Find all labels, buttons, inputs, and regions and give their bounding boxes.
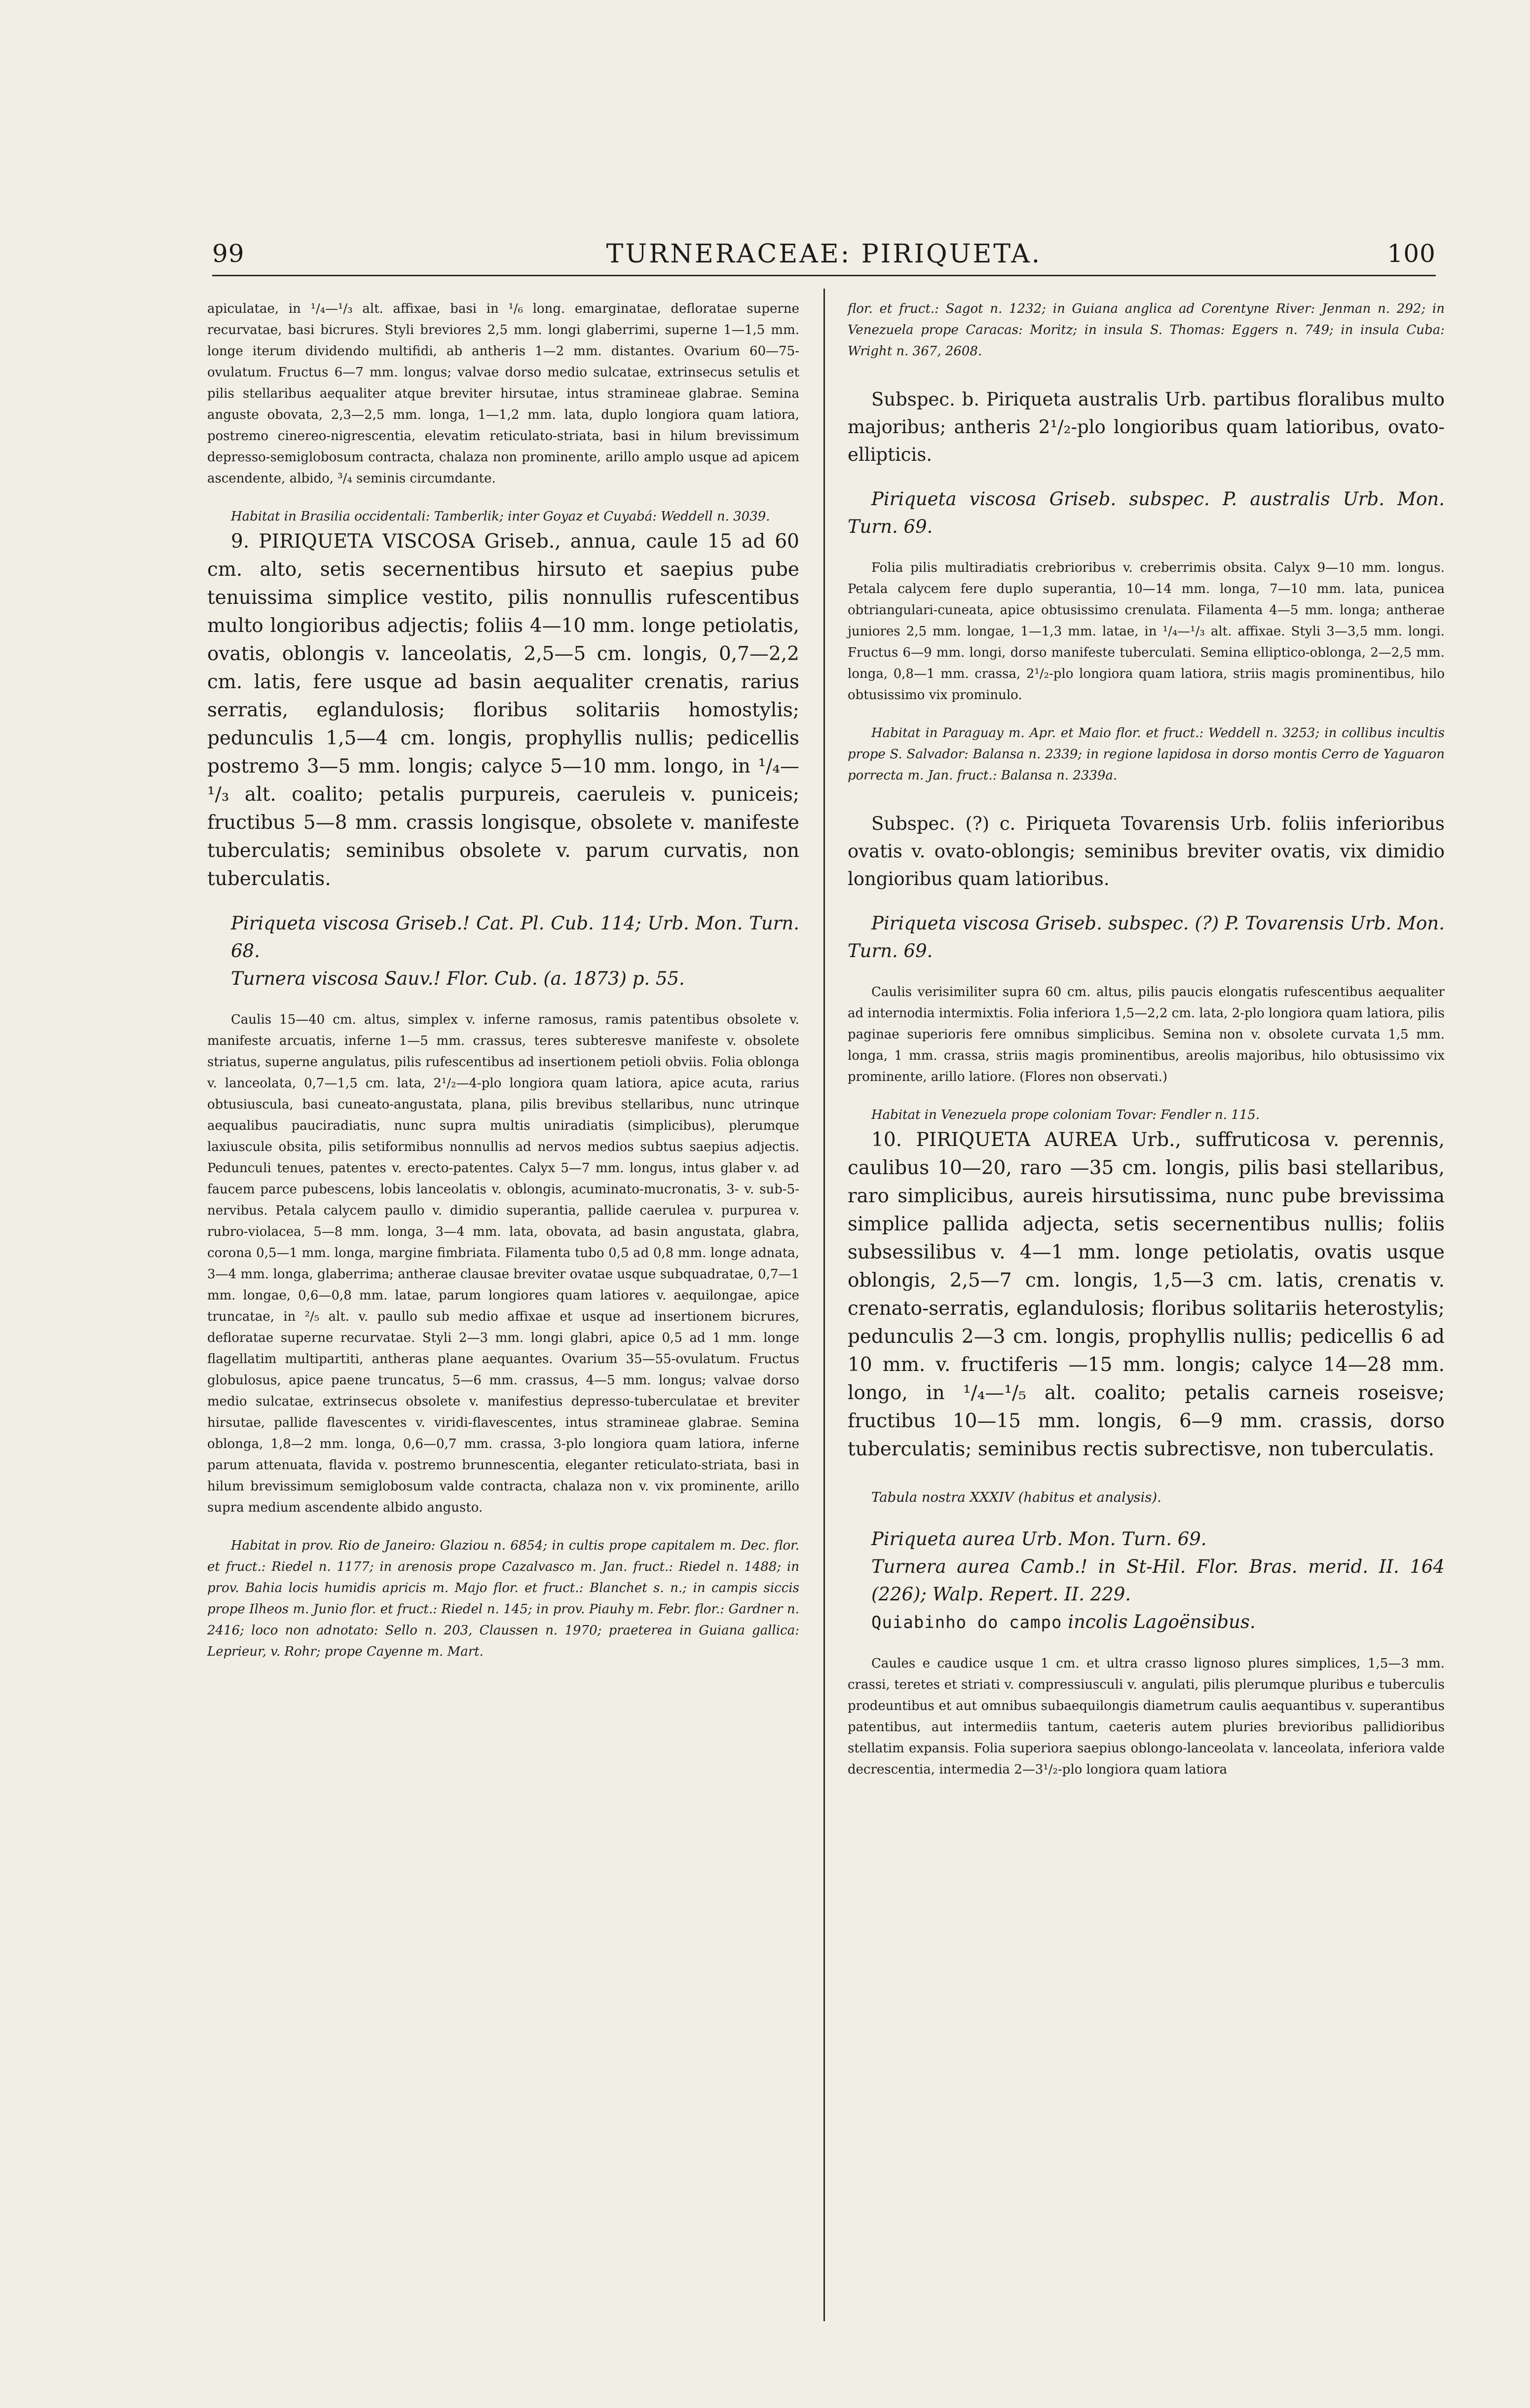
continued-description: apiculatae, in ¹/₄—¹/₃ alt. affixae, basi in ¹/₆ long. emarginatae, defloratae superne recurvatae, basi bicrures. Styli breviores 2,5 mm. longi glaberrimi, superne 1—1,5 mm. longe iterum dividendo multifidi, ab antheris 1—2 mm. distantes. Ovarium 60—75-ovulatum. Fructus 6—7 mm. longus; valvae dorso medio sulcatae, extrinsecus setulis et pilis stellaribus aequaliter atque breviter hirsutae, intus stramineae glabrae. Semina anguste obovata, 2,3—2,5 mm. longa, 1—1,2 mm. lata, duplo longiora quam latiora, postremo cinereo-nigrescentia, elevatim reticulato-striata, basi in hilum brevissimum depresso-semiglobosum contracta, chalaza non prominente, arillo amplo usque ad apicem ascendente, albido, ³/₄ seminis circumdante. xyxy=(207,301,799,486)
running-title: TURNERACEAE: PIRIQUETA. xyxy=(606,239,1042,269)
page-number-right: 100 xyxy=(1387,239,1436,268)
species-9-heading: 9. PIRIQUETA VISCOSA Griseb., annua, caule 15 ad 60 cm. alto, setis secernentibus hirsuto et saepius pube tenuissima simplice vestito, pilis nonnullis rufescentibus multo longioribus adjectis; foliis 4—10 mm. longe petiolatis, ovatis, oblongis v. lanceolatis, 2,5—5 cm. longis, 0,7—2,2 cm. latis, fere usque ad basin aequaliter crenatis, rarius serratis, eglandulosis; floribus solitariis homostylis; pedunculis 1,5—4 cm. longis, prophyllis nullis; pedicellis postremo 3—5 mm. longis; calyce 5—10 mm. longo, in ¹/₄—¹/₃ alt. coalito; petalis purpureis, caeruleis v. puniceis; fructibus 5—8 mm. crassis longisque, obsolete v. manifeste tuberculatis; seminibus obsolete v. parum curvatis, non tuberculatis. xyxy=(207,530,799,890)
subspecies-c-heading: Subspec. (?) c. Piriqueta Tovarensis Urb. foliis inferioribus ovatis v. ovato-oblongis; seminibus breviter ovatis, vix dimidio longioribus quam latioribus. xyxy=(848,813,1445,889)
plate-reference: Tabula nostra XXXIV (habitus et analysis). xyxy=(871,1489,1162,1505)
species-10-citation-2: Turnera aurea Camb.! in St-Hil. Flor. Bras. merid. II. 164 (226); Walp. Repert. II. 229. xyxy=(871,1556,1445,1605)
species-10-description: Caules e caudice usque 1 cm. et ultra crasso lignoso plures simplices, 1,5—3 mm. crassi, teretes et striati v. compressiusculi v. angulati, pilis plerumque pluribus e tuberculis prodeuntibus et aut omnibus subaequilongis diametrum caulis aequantibus v. superantibus patentibus, aut intermediis tantum, caeteris autem pluries brevioribus pallidioribus stellatim expansis. Folia superiora saepius oblongo-lanceolata v. lanceolata, inferiora valde decrescentia, intermedia 2—3¹/₂-plo longiora quam latiora xyxy=(848,1656,1445,1777)
species-10-citation-1: Piriqueta aurea Urb. Mon. Turn. 69. xyxy=(871,1528,1207,1550)
subspecies-b-heading: Subspec. b. Piriqueta australis Urb. partibus floralibus multo majoribus; antheris 2¹/₂-plo longioribus quam latioribus, ovato-ellipticis. xyxy=(848,389,1445,465)
page-number-left: 99 xyxy=(212,239,245,268)
local-name-suffix: incolis Lagoënsibus. xyxy=(1068,1611,1256,1632)
subspecies-c-habitat: Habitat in Venezuela prope coloniam Tovar: Fendler n. 115. xyxy=(871,1108,1260,1122)
running-header xyxy=(212,239,1436,284)
habitat-paragraph: Habitat in Brasilia occidentali: Tamberlik; inter Goyaz et Cuyabá: Weddell n. 3039. xyxy=(231,509,770,524)
local-name: Quiabinho do campo xyxy=(871,1612,1062,1632)
continued-habitat: flor. et fruct.: Sagot n. 1232; in Guiana anglica ad Corentyne River: Jenman n. 292; in Venezuela prope Caracas: Moritz; in insula S. Thomas: Eggers n. 749; in insula Cuba: Wright n. 367, 2608. xyxy=(848,301,1445,359)
column-divider xyxy=(823,289,825,2321)
subspecies-b-description: Folia pilis multiradiatis crebrioribus v. creberrimis obsita. Calyx 9—10 mm. longus. Petala calycem fere duplo superantia, 10—14 mm. longa, 7—10 mm. lata, punicea obtriangulari-cuneata, apice obtusissimo crenulata. Filamenta 4—5 mm. longa; antherae juniores 2,5 mm. longae, 1—1,3 mm. latae, in ¹/₄—¹/₃ alt. affixae. Styli 3—3,5 mm. longi. Fructus 6—9 mm. longi, dorso manifeste tuberculati. Semina elliptico-oblonga, 2—2,5 mm. longa, 0,8—1 mm. crassa, 2¹/₂-plo longiora quam latiora, striis magis prominentibus, hilo obtusissimo vix prominulo. xyxy=(848,560,1445,703)
left-column xyxy=(207,298,799,1663)
subspecies-c-description: Caulis verisimiliter supra 60 cm. altus, pilis paucis elongatis rufescentibus aequaliter ad internodia intermixtis. Folia inferiora 1,5—2,2 cm. lata, 2-plo longiora quam latiora, pilis paginae superioris fere omnibus simplicibus. Semina non v. obsolete curvata 1,5 mm. longa, 1 mm. crassa, striis magis prominentibus, areolis majoribus, hilo obtusissimo vix prominente, arillo latiore. (Flores non observati.) xyxy=(848,985,1445,1084)
species-10-heading: 10. PIRIQUETA AUREA Urb., suffruticosa v. perennis, caulibus 10—20, raro —35 cm. longis, pilis basi stellaribus, raro simplicibus, aureis hirsutissima, nunc pube brevissima simplice pallida adjecta, setis secernentibus nullis; foliis subsessilibus v. 4—1 mm. longe petiolatis, ovatis usque oblongis, 2,5—7 cm. longis, 1,5—3 cm. latis, crenatis v. crenato-serratis, eglandulosis; floribus solitariis heterostylis; pedunculis 2—3 cm. longis, prophyllis nullis; pedicellis 6 ad 10 mm. v. fructiferis —15 mm. longis; calyce 14—28 mm. longo, in ¹/₄—¹/₅ alt. coalito; petalis carneis roseisve; fructibus 10—15 mm. longis, 6—9 mm. crassis, dorso tuberculatis; seminibus rectis subrectisve, non tuberculatis. xyxy=(848,1129,1445,1460)
right-column xyxy=(848,298,1445,1780)
species-10-local-name-line xyxy=(848,1608,1445,1636)
species-9-citation-2: Turnera viscosa Sauv.! Flor. Cub. (a. 1873) p. 55. xyxy=(231,968,685,989)
subspecies-b-habitat: Habitat in Paraguay m. Apr. et Maio flor. et fruct.: Weddell n. 3253; in collibus incultis prope S. Salvador: Balansa n. 2339; in regione lapidosa in dorso montis Cerro de Yaguaron porrecta m. Jan. fruct.: Balansa n. 2339a. xyxy=(848,726,1445,783)
header-rule xyxy=(212,275,1436,276)
species-9-citation-1: Piriqueta viscosa Griseb.! Cat. Pl. Cub. 114; Urb. Mon. Turn. 68. xyxy=(231,913,799,962)
species-9-habitat: Habitat in prov. Rio de Janeiro: Glaziou n. 6854; in cultis prope capitalem m. Dec. flor. et fruct.: Riedel n. 1177; in arenosis prope Cazalvasco m. Jan. fruct.: Riedel n. 1488; in prov. Bahia locis humidis apricis m. Majo flor. et fruct.: Blanchet s. n.; in campis siccis prope Ilheos m. Junio flor. et fruct.: Riedel n. 145; in prov. Piauhy m. Febr. flor.: Gardner n. 2416; loco non adnotato: Sello n. 203, Claussen n. 1970; praeterea in Guiana gallica: Leprieur, v. Rohr; prope Cayenne m. Mart. xyxy=(207,1538,799,1659)
subspecies-b-citation: Piriqueta viscosa Griseb. subspec. P. australis Urb. Mon. Turn. 69. xyxy=(848,488,1445,537)
species-9-description: Caulis 15—40 cm. altus, simplex v. inferne ramosus, ramis patentibus obsolete v. manifeste arcuatis, inferne 1—5 mm. crassus, teres subteresve manifeste v. obsolete striatus, superne angulatus, pilis rufescentibus ad insertionem petioli obviis. Folia oblonga v. lanceolata, 0,7—1,5 cm. lata, 2¹/₂—4-plo longiora quam latiora, apice acuta, rarius obtusiuscula, basi cuneato-angustata, plana, pilis brevibus stellaribus, nunc utrinque aequalibus pauciradiatis, nunc supra multis uniradiatis (simplicibus), plerumque laxiuscule obsita, pilis setiformibus nonnullis ad nervos medios subtus saepius adjectis. Pedunculi tenues, patentes v. erecto-patentes. Calyx 5—7 mm. longus, intus glaber v. ad faucem parce pubescens, lobis lanceolatis v. oblongis, acuminato-mucronatis, 3- v. sub-5-nervibus. Petala calycem paullo v. dimidio superantia, pallide caerulea v. purpurea v. rubro-violacea, 5—8 mm. longa, 3—4 mm. lata, obovata, ad basin angustata, glabra, corona 0,5—1 mm. longa, margine fimbriata. Filamenta tubo 0,5 ad 0,8 mm. longe adnata, 3—4 mm. longa, glaberrima; antherae clausae breviter ovatae usque subquadratae, 0,7—1 mm. longae, 0,6—0,8 mm. latae, parum longiores quam latiores v. aequilongae, apice truncatae, in ²/₅ alt. v. paullo sub medio affixae et usque ad insertionem bicrures, defloratae superne recurvatae. Styli 2—3 mm. longi glabri, apice 0,5 ad 1 mm. longe flagellatim multipartiti, antheras plane aequantes. Ovarium 35—55-ovulatum. Fructus globulosus, apice paene truncatus, 5—6 mm. crassus, 4—5 mm. longus; valvae dorso medio sulcatae, extrinsecus obsolete v. manifestius depresso-tuberculatae et breviter hirsutae, pallide flavescentes v. viridi-flavescentes, intus stramineae glabrae. Semina oblonga, 1,8—2 mm. longa, 0,6—0,7 mm. crassa, 3-plo longiora quam latiora, inferne parum attenuata, flavida v. postremo brunnescentia, eleganter reticulato-striata, basi in hilum brevissimum semiglobosum valde contracta, chalaza non v. vix prominente, arillo supra medium ascendente albido angusto. xyxy=(207,1012,799,1515)
subspecies-c-citation: Piriqueta viscosa Griseb. subspec. (?) P. Tovarensis Urb. Mon. Turn. 69. xyxy=(848,913,1445,962)
